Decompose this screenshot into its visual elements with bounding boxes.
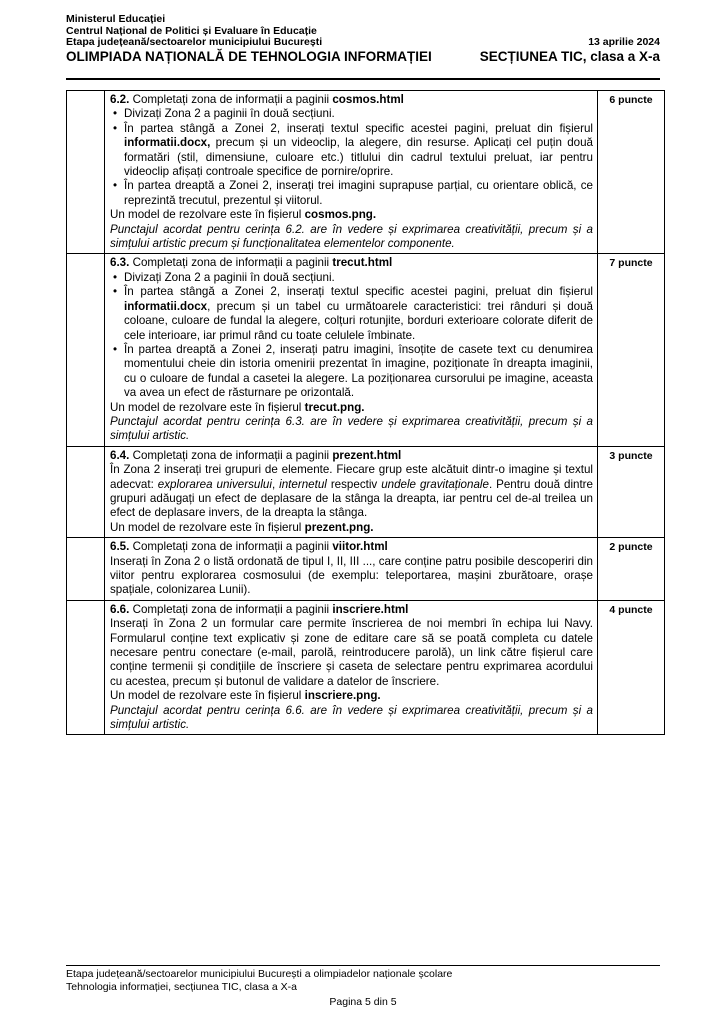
bullet-item: • În partea stângă a Zonei 2, inserați textul specific acestei pagini, preluat din fișierul informatii.docx, precum și un tabel cu următoarele caracteristici: trei rânduri și două coloane, culoare de fundal la alegere, colțuri rotunjite, borduri exterioare colorate diferit de cele interioare, iar primul rând cu toate celulele îmbinate. [110,285,593,343]
task-row-6-4 [67,446,665,537]
task-points: 7 puncte [598,254,665,446]
task-body: Inserați în Zona 2 o listă ordonată de tipul I, II, III ..., care conține patru posibile descoperiri din viitor pentru explorarea cosmosului (de exemplu: teleportarea, mașini zburătoare, orașe spațiale, colonizarea Lunii). [110,554,593,597]
task-points: 3 puncte [598,446,665,537]
task-points: 2 puncte [598,538,665,601]
task-row-6-6 [67,600,665,735]
exam-date: 13 aprilie 2024 [588,36,660,48]
page-header [66,14,660,64]
model-reference: Un model de rezolvare este în fișierul inscriere.png. [110,689,381,703]
bullet-item: • Divizați Zona 2 a paginii în două secțiuni. [110,271,593,285]
tasks-table [66,90,665,735]
footer-line-1: Etapa județeană/sectoarelor municipiului București a olimpiadelor naționale școlare [66,968,453,980]
header-divider [66,78,660,80]
model-reference: Un model de rezolvare este în fișierul cosmos.png. [110,208,377,222]
footer-divider [66,965,660,966]
ministry-name: Ministerul Educației [66,13,166,25]
stage-name: Etapa județeană/sectoarelor municipiului București [66,36,323,48]
task-body: Inserați în Zona 2 un formular care permite înscrierea de noi membri în echipa lui Navy. Formularul conține text explicativ și zone de editare care să se poată completa cu datele necesare pentru conectare (e-mail, parolă, reintroducere parolă), un link către fișierul care conține termenii și condițiile de înscriere și caseta de selectare pentru exprimarea acordului cu acestea, precum și butonul de validare a datelor de înscriere. [110,617,593,688]
task-body: În Zona 2 inserați trei grupuri de elemente. Fiecare grup este alcătuit dintr-o imagine și textul adecvat: explorarea universului, internetul respectiv undele gravitaționale. Pentru două dintre grupuri adăugați un efect de deplasare de la stânga la dreapta, iar pentru cel de-al treilea un efect de deplasare invers, de la dreapta la stânga. [110,463,593,520]
bullet-item: • În partea dreaptă a Zonei 2, inserați trei imagini suprapuse parțial, cu orientare oblică, ce reprezintă trecutul, prezentul și viitorul. [110,179,593,208]
scoring-note: Punctajul acordat pentru cerința 6.2. are în vedere și exprimarea creativității, precum și a simțului artistic precum și funcționalitatea elementelor componente. [110,222,593,251]
model-reference: Un model de rezolvare este în fișierul trecut.png. [110,400,365,414]
task-title: 6.4. Completați zona de informații a paginii prezent.html [110,448,402,462]
task-title: 6.2. Completați zona de informații a paginii cosmos.html [110,93,404,106]
scoring-note: Punctajul acordat pentru cerința 6.3. are în vedere și exprimarea creativității, precum și a simțului artistic. [110,414,593,443]
task-title: 6.5. Completați zona de informații a paginii viitor.html [110,540,388,554]
footer-line-2: Tehnologia informației, secțiunea TIC, clasa a X-a [66,980,297,993]
bullet-item: • Divizați Zona 2 a paginii în două secțiuni. [110,107,593,121]
task-row-6-2 [67,91,665,254]
task-row-6-5 [67,538,665,601]
bullet-item: • În partea dreaptă a Zonei 2, inserați patru imagini, însoțite de casete text cu denumirea momentului cheie din istoria omenirii prezentat în imagine, poziționate în dreapta imaginii, cu o culoare de fundal a casetei la alegere. La poziționarea cursorului pe imagine, aceasta va avea un efect de răsturnare pe orizontală. [110,343,593,401]
section-title: SECȚIUNEA TIC, clasa a X-a [479,48,660,64]
page-footer [66,968,660,993]
bullet-item: • În partea stângă a Zonei 2, inserați textul specific acestei pagini, preluat din fișierul informatii.docx, precum și un videoclip, la alegere, din resurse. Aplicați cel puțin două formatări (stil, dimensiune, culoare etc.) titlului din cadrul textului preluat, iar pentru videoclip afișați controale specifice de pornire/oprire. [110,122,593,180]
task-row-6-3 [67,254,665,446]
task-title: 6.6. Completați zona de informații a paginii inscriere.html [110,602,409,616]
task-points: 6 puncte [598,91,665,254]
model-reference: Un model de rezolvare este în fișierul prezent.png. [110,520,374,534]
olympiad-title: OLIMPIADA NAȚIONALĂ DE TEHNOLOGIA INFORMAȚIEI [66,48,432,64]
task-title: 6.3. Completați zona de informații a paginii trecut.html [110,256,393,270]
scoring-note: Punctajul acordat pentru cerința 6.6. are în vedere și exprimarea creativității, precum și a simțului artistic. [110,703,593,732]
page-number: Pagina 5 din 5 [329,996,397,1008]
center-name: Centrul Național de Politici și Evaluare în Educație [66,24,317,37]
task-points: 4 puncte [598,600,665,735]
